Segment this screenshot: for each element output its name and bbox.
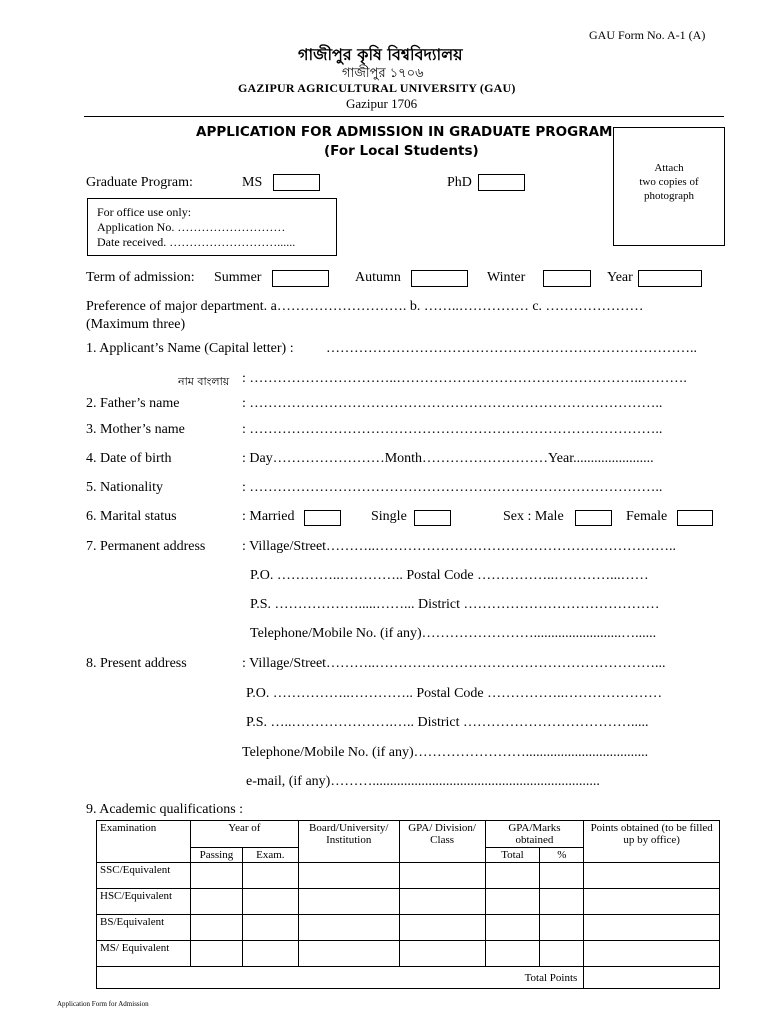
- academic-qualifications-label: 9. Academic qualifications :: [86, 802, 244, 817]
- cell-input[interactable]: [485, 915, 540, 941]
- row-exam-ssc: SSC/Equivalent: [97, 863, 191, 889]
- city-english: Gazipur 1706: [346, 96, 418, 111]
- table-row: [97, 915, 720, 941]
- form-number: GAU Form No. A-1 (A): [589, 28, 706, 42]
- header-total: Total: [485, 848, 540, 863]
- header-rule: [84, 116, 724, 117]
- sex-male-label: Sex : Male: [503, 509, 564, 524]
- cell-input[interactable]: [485, 941, 540, 967]
- autumn-checkbox[interactable]: [411, 270, 468, 287]
- office-use-title: For office use only:: [97, 205, 192, 219]
- permanent-village-field[interactable]: : Village/Street………..………………………………………………………..: [242, 539, 677, 554]
- marital-status-label: 6. Marital status: [86, 509, 177, 524]
- present-email-field[interactable]: e-mail, (if any)……….................................................................: [246, 774, 600, 789]
- cell-input[interactable]: [399, 863, 485, 889]
- total-points-input[interactable]: [584, 967, 720, 989]
- nationality-label: 5. Nationality: [86, 480, 163, 495]
- header-board: Board/University/ Institution: [298, 821, 399, 863]
- dob-field[interactable]: : Day……………………Month………………………Year.......................: [242, 451, 654, 466]
- date-received-field: Date received. ………………………......: [97, 235, 296, 249]
- university-name-english: GAZIPUR AGRICULTURAL UNIVERSITY (GAU): [238, 81, 516, 95]
- present-village-field[interactable]: : Village/Street………..……………………………………………………...: [242, 656, 666, 671]
- year-label: Year: [607, 270, 633, 285]
- cell-input[interactable]: [190, 941, 242, 967]
- cell-input[interactable]: [190, 889, 242, 915]
- winter-checkbox[interactable]: [543, 270, 591, 287]
- ms-checkbox[interactable]: [273, 174, 320, 191]
- phd-checkbox[interactable]: [478, 174, 525, 191]
- total-points-label: Total Points: [97, 967, 584, 989]
- form-subheading: (For Local Students): [324, 143, 479, 159]
- cell-input[interactable]: [298, 889, 399, 915]
- cell-input[interactable]: [242, 863, 298, 889]
- header-gpa-division: GPA/ Division/ Class: [399, 821, 485, 863]
- photo-box[interactable]: [613, 127, 725, 246]
- header-examination: Examination: [97, 821, 191, 848]
- row-exam-hsc: HSC/Equivalent: [97, 889, 191, 915]
- father-name-field[interactable]: : ……………………………………………………………………………..: [242, 396, 663, 411]
- cell-input[interactable]: [584, 941, 720, 967]
- permanent-po-field[interactable]: P.O. …………..………….. Postal Code ……………..…………...……: [250, 568, 649, 583]
- autumn-label: Autumn: [355, 270, 401, 285]
- present-telephone-field[interactable]: Telephone/Mobile No. (if any)……………………...................................: [242, 745, 649, 760]
- header-percent: %: [540, 848, 584, 863]
- present-ps-field[interactable]: P.S. …..………………….….. District ……………………………….....: [246, 715, 649, 730]
- cell-input[interactable]: [399, 941, 485, 967]
- winter-label: Winter: [487, 270, 526, 285]
- table-row: [97, 863, 720, 889]
- father-name-label: 2. Father’s name: [86, 396, 180, 411]
- present-address-label: 8. Present address: [86, 656, 187, 671]
- application-no-field: Application No. ………………………: [97, 220, 286, 234]
- cell-input[interactable]: [298, 863, 399, 889]
- applicant-name-field[interactable]: ……………………………………………………………………..: [326, 341, 697, 356]
- single-label: Single: [371, 509, 407, 524]
- table-row: [97, 941, 720, 967]
- cell-input[interactable]: [298, 941, 399, 967]
- cell-input[interactable]: [190, 915, 242, 941]
- single-checkbox[interactable]: [414, 510, 451, 526]
- phd-label: PhD: [447, 175, 472, 190]
- photo-text-line: photograph: [643, 190, 695, 202]
- cell-input[interactable]: [242, 889, 298, 915]
- applicant-name-label: 1. Applicant’s Name (Capital letter) :: [86, 341, 294, 356]
- summer-checkbox[interactable]: [272, 270, 329, 287]
- cell-input[interactable]: [540, 915, 584, 941]
- permanent-ps-field[interactable]: P.S. ……………….....……... District ……………………………………: [250, 597, 660, 612]
- form-heading: APPLICATION FOR ADMISSION IN GRADUATE PROGRAM: [196, 124, 613, 140]
- name-bangla-field[interactable]: : …………………………..……………………………………………..……….: [242, 371, 687, 386]
- cell-input[interactable]: [485, 863, 540, 889]
- cell-input[interactable]: [399, 889, 485, 915]
- cell-input[interactable]: [485, 889, 540, 915]
- married-label: : Married: [242, 509, 295, 524]
- photo-text-line: Attach: [654, 162, 684, 174]
- preference-field[interactable]: Preference of major department. a………………………. b. ……..…………… c. …………………: [86, 299, 644, 314]
- cell-input[interactable]: [190, 863, 242, 889]
- university-name-bangla: গাজীপুর কৃষি বিশ্ববিদ্যালয়: [298, 45, 463, 64]
- cell-input[interactable]: [242, 915, 298, 941]
- dob-label: 4. Date of birth: [86, 451, 172, 466]
- table-row: [97, 889, 720, 915]
- academic-qualifications-table: [96, 820, 720, 989]
- header-exam-year: Exam.: [242, 848, 298, 863]
- cell-input[interactable]: [540, 889, 584, 915]
- cell-input[interactable]: [584, 889, 720, 915]
- photo-text-line: two copies of: [639, 176, 699, 188]
- cell-input[interactable]: [298, 915, 399, 941]
- cell-input[interactable]: [540, 863, 584, 889]
- married-checkbox[interactable]: [304, 510, 341, 526]
- ms-label: MS: [242, 175, 263, 190]
- city-bangla: গাজীপুর ১৭০৬: [342, 66, 424, 81]
- permanent-address-label: 7. Permanent address: [86, 539, 206, 554]
- header-gpa-marks: GPA/Marks obtained: [485, 821, 584, 848]
- cell-input[interactable]: [584, 915, 720, 941]
- row-exam-ms: MS/ Equivalent: [97, 941, 191, 967]
- male-checkbox[interactable]: [575, 510, 612, 526]
- summer-label: Summer: [214, 270, 262, 285]
- header-passing: Passing: [190, 848, 242, 863]
- preference-note: (Maximum three): [86, 317, 186, 332]
- header-points-obtained: Points obtained (to be filled up by office): [584, 821, 720, 863]
- permanent-telephone-field[interactable]: Telephone/Mobile No. (if any)…………………….........................…......: [250, 626, 657, 641]
- footer-text: Application Form for Admission: [57, 1000, 149, 1008]
- year-input[interactable]: [638, 270, 702, 287]
- cell-input[interactable]: [399, 915, 485, 941]
- cell-input[interactable]: [584, 863, 720, 889]
- nationality-field[interactable]: : ……………………………………………………………………………..: [242, 480, 663, 495]
- office-use-box: [87, 198, 337, 256]
- female-checkbox[interactable]: [677, 510, 713, 526]
- header-year-of: Year of: [190, 821, 298, 848]
- term-label: Term of admission:: [86, 270, 195, 285]
- mother-name-field[interactable]: : ……………………………………………………………………………..: [242, 422, 663, 437]
- present-po-field[interactable]: P.O. ……………..………….. Postal Code ……………..…………………: [246, 686, 663, 701]
- female-label: Female: [626, 509, 668, 524]
- graduate-program-label: Graduate Program:: [86, 175, 193, 190]
- name-bangla-label: নাম বাংলায়: [178, 375, 230, 388]
- cell-input[interactable]: [242, 941, 298, 967]
- mother-name-label: 3. Mother’s name: [86, 422, 185, 437]
- row-exam-bs: BS/Equivalent: [97, 915, 191, 941]
- cell-input[interactable]: [540, 941, 584, 967]
